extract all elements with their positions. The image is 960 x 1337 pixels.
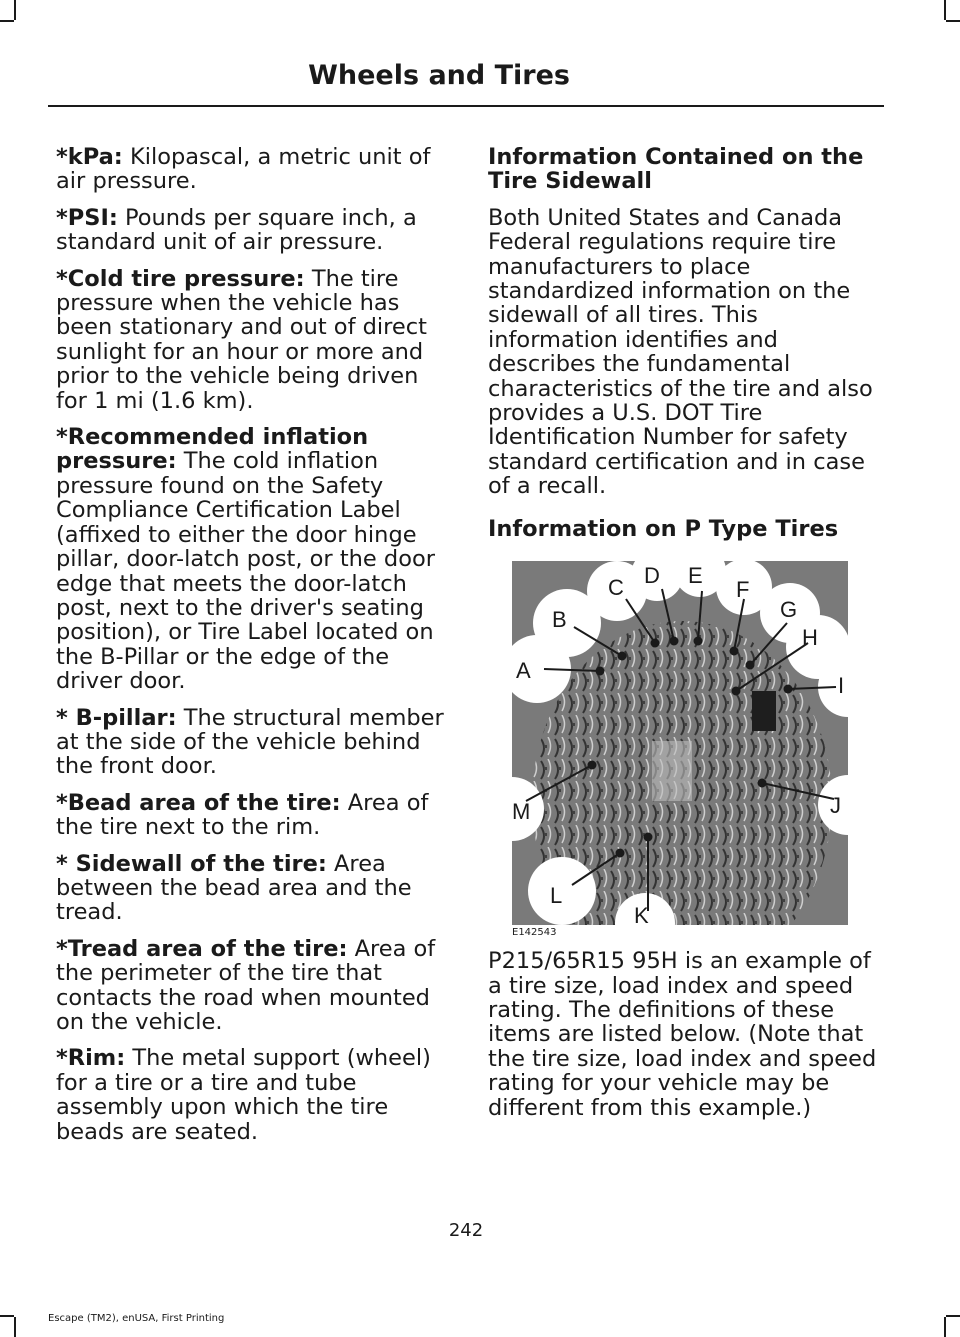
definition-b-pillar [56, 706, 452, 779]
header-rule [48, 105, 884, 107]
section-title: Wheels and Tires [308, 60, 570, 91]
definition-text: The tire pressure when the vehicle has been stationary and out of direct sunlight for an hour or more and prior to the vehicle being driven for 1 mi (1.6 km). [56, 265, 427, 414]
page-number: 242 [448, 1220, 484, 1241]
definition-recommended-inflation [56, 425, 452, 693]
definition-term: *Recommended inflation pressure: [56, 424, 369, 475]
callout-label: G [780, 597, 798, 623]
callout-label: J [830, 793, 841, 819]
definition-tread-area [56, 937, 452, 1035]
callout-label: H [802, 625, 818, 651]
crop-mark [0, 1315, 14, 1317]
definition-kpa [56, 145, 452, 194]
callout-label: B [552, 607, 567, 633]
definition-term: *Rim: [56, 1045, 126, 1072]
crop-mark [0, 20, 14, 22]
callout-label: D [644, 563, 660, 589]
crop-mark [946, 1315, 960, 1317]
callout-label: I [838, 673, 845, 699]
definition-sidewall [56, 852, 452, 925]
callout-label: K [634, 903, 649, 926]
sidewall-info-column [488, 145, 886, 1132]
definition-term: *Bead area of the tire: [56, 789, 341, 816]
callout-label: C [608, 575, 624, 601]
section-heading: Information Contained on the Tire Sidewall [488, 144, 864, 195]
definition-text: Area of the perimeter of the tire that contacts the road when mounted on the vehicle. [56, 935, 436, 1035]
definition-text: Pounds per square inch, a standard unit of air pressure. [56, 204, 417, 256]
crop-mark [944, 1317, 946, 1337]
callout-label: E [688, 563, 703, 589]
definition-term: *Tread area of the tire: [56, 935, 348, 962]
definition-term: *Cold tire pressure: [56, 265, 305, 292]
definition-text: The cold inflation pressure found on the Safety Compliance Certification Label (affixed to either the door hinge pillar, door-latch post, or the door edge that meets the door-latch post, next to the driver's seating position), or Tire Label located on the B-Pillar or the edge of the driver door. [56, 448, 435, 695]
definition-term: *kPa: [56, 144, 123, 170]
tire-illustration [512, 561, 848, 925]
footer-text: Escape (TM2), enUSA, First Printing [48, 1313, 225, 1324]
definitions-column [56, 145, 452, 1156]
callout-label: F [736, 577, 750, 603]
definition-text: Kilopascal, a metric unit of air pressure. [56, 144, 431, 195]
crop-mark [944, 0, 946, 20]
tire-sidewall-figure [512, 561, 848, 939]
definition-text: The structural member at the side of the vehicle behind the front door. [56, 704, 444, 780]
definition-bead-area [56, 791, 452, 840]
tire-size-paragraph: P215/65R15 95H is an example of a tire size, load index and speed rating. The definitions of these items are listed below. (Note that the tire size, load index and speed rating for your vehicle may be different from this example.) [488, 948, 877, 1121]
callout-label: A [516, 658, 531, 684]
regulation-paragraph: Both United States and Canada Federal regulations require tire manufacturers to place standardized information on the sidewall of all tires. This information identifies and describes the fundamental characteristics of the tire and also provides a U.S. DOT Tire Identification Number for safety standard certification and in case of a recall. [488, 204, 873, 500]
definition-term: * B-pillar: [56, 704, 177, 731]
callout-label: M [512, 799, 531, 825]
definition-rim [56, 1046, 452, 1144]
definition-text: Area between the bead area and the tread. [56, 850, 412, 926]
subsection-heading: Information on P Type Tires [488, 515, 839, 542]
definition-text: The metal support (wheel) for a tire or a tire and tube assembly upon which the tire beads are seated. [56, 1045, 431, 1145]
figure-code: E142543 [512, 927, 557, 939]
callout-label: L [550, 883, 563, 909]
crop-mark [14, 1317, 16, 1337]
definition-text: Area of the tire next to the rim. [56, 789, 429, 841]
crop-mark [14, 0, 16, 20]
definition-cold-tire-pressure [56, 267, 452, 413]
crop-mark [946, 20, 960, 22]
definition-psi [56, 206, 452, 255]
definition-term: *PSI: [56, 204, 118, 231]
definition-term: * Sidewall of the tire: [56, 850, 327, 877]
